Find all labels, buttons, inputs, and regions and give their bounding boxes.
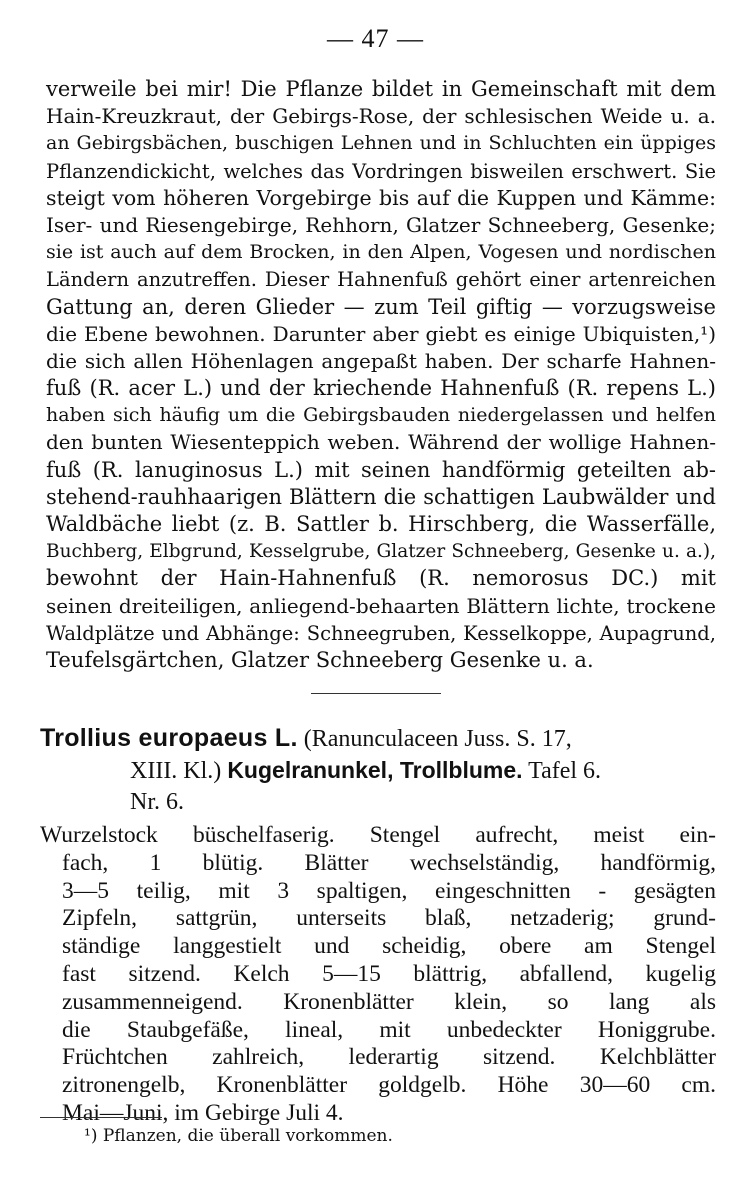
text-line: Waldplätze und Abhänge: Schneegruben, Kesselkoppe, Aupagrund, <box>46 621 716 645</box>
text-line: verweile bei mir! Die Pflanze bildet in Gemeinschaft mit dem <box>46 77 716 101</box>
text-line: die sich allen Höhenlagen angepaßt haben. Der scharfe Hahnen- <box>46 348 716 373</box>
text-line: den bunten Wiesenteppich weben. Während der wollige Hahnen- <box>46 430 716 455</box>
text-line: fuß (R. acer L.) und der kriechende Hahnenfuß (R. repens L.) <box>46 376 716 401</box>
species-name: Trollius europaeus L. <box>40 724 298 752</box>
description-line: ständige langgestielt und scheidig, obere am Stengel <box>62 933 716 960</box>
description-line: Wurzelstock büschelfaserig. Stengel aufrecht, meist ein- <box>40 822 716 848</box>
description-line: Zipfeln, sattgrün, unterseits blaß, netzaderig; grund- <box>62 905 716 932</box>
description-line: zitronengelb, Kronenblätter goldgelb. Höhe 30—60 cm. <box>62 1072 716 1099</box>
text-line: steigt vom höheren Vorgebirge bis auf die Kuppen und Kämme: <box>46 185 716 210</box>
text-line: die Ebene bewohnen. Darunter aber giebt es einige Ubiquisten,¹) <box>46 321 716 346</box>
text-line: an Gebirgsbächen, buschigen Lehnen und in Schluchten ein üppiges <box>46 132 716 155</box>
description-line: die Staubgefäße, lineal, mit unbedeckter Honiggrube. <box>62 1016 716 1043</box>
description-line: fast sitzend. Kelch 5—15 blättrig, abfallend, kugelig <box>62 960 716 987</box>
text-line: haben sich häufig um die Gebirgsbauden niedergelassen und helfen <box>46 404 716 427</box>
species-header-line <box>40 722 716 754</box>
text-line: fuß (R. lanuginosus L.) mit seinen handförmig geteilten ab- <box>46 457 716 482</box>
family-reference: (Ranunculaceen Juss. S. 17, <box>303 726 572 752</box>
text-line: stehend-rauhhaarigen Blättern die schattigen Laubwälder und <box>46 484 716 509</box>
footnote-divider <box>40 1117 162 1118</box>
text-line: Waldbäche liebt (z. B. Sattler b. Hirschberg, die Wasserfälle, <box>46 512 716 536</box>
german-name: Kugelranunkel, Trollblume. <box>227 757 523 783</box>
description-line: 3—5 teilig, mit 3 spaltigen, eingeschnitten - gesägten <box>62 877 716 904</box>
section-divider <box>311 693 441 694</box>
description-line: zusammenneigend. Kronenblätter klein, so lang als <box>62 988 716 1015</box>
description-line: Mai—Juni, im Gebirge Juli 4. <box>62 1099 344 1126</box>
description-line: Früchtchen zahlreich, lederartig sitzend. Kelchblätter <box>62 1044 716 1071</box>
text-line: seinen dreiteiligen, anliegend-behaarten Blättern lichte, trockene <box>46 593 716 618</box>
fraktur-paragraph <box>46 76 716 674</box>
text-line: Ländern anzutreffen. Dieser Hahnenfuß gehört einer artenreichen <box>46 268 716 292</box>
text-line: bewohnt der Hain-Hahnenfuß (R. nemorosus DC.) mit <box>46 566 716 591</box>
text-line: sie ist auch auf dem Brocken, in den Alpen, Vogesen und nordischen <box>46 241 716 264</box>
text-line: Iser- und Riesengebirge, Rehhorn, Glatzer Schneeberg, Gesenke; <box>46 212 716 237</box>
plate-reference: Tafel 6. <box>528 758 602 784</box>
page-number: — 47 — <box>327 24 424 53</box>
species-header-line <box>40 754 716 786</box>
text-line: Teufelsgärtchen, Glatzer Schneeberg Gesenke u. a. <box>46 647 594 672</box>
class-reference: XIII. Kl.) <box>130 758 222 784</box>
footnote: ¹) Pflanzen, die überall vorkommen. <box>84 1126 393 1146</box>
species-entry <box>40 722 716 1128</box>
text-line: Hain-Kreuzkraut, der Gebirgs-Rose, der schlesischen Weide u. a. <box>46 104 716 129</box>
species-description <box>40 822 716 1128</box>
species-header-line <box>40 786 716 818</box>
text-line: Pflanzendickicht, welches das Vordringen bisweilen erschwert. Sie <box>46 159 716 183</box>
plate-number: Nr. 6. <box>130 789 184 815</box>
text-line: Gattung an, deren Glieder — zum Teil giftig — vorzugsweise <box>46 294 716 319</box>
description-line: fach, 1 blütig. Blätter wechselständig, handförmig, <box>62 849 716 876</box>
text-line: Buchberg, Elbgrund, Kesselgrube, Glatzer Schneeberg, Gesenke u. a.), <box>46 541 716 563</box>
